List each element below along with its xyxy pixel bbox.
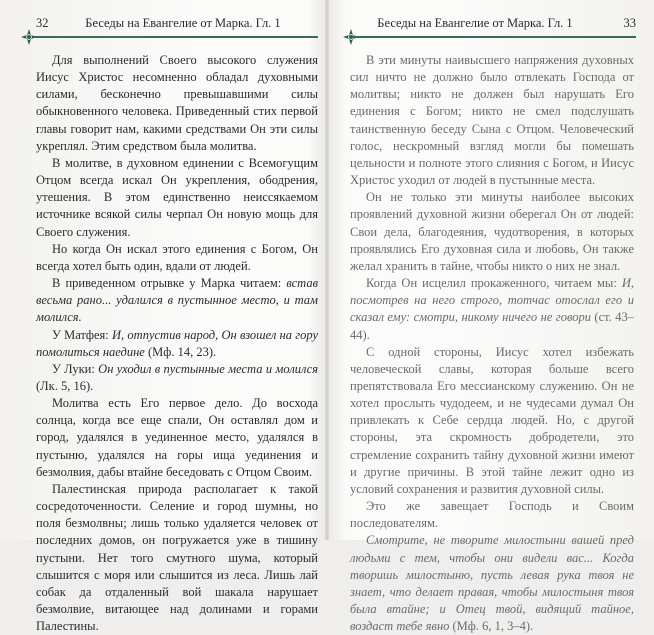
paragraph: В эти минуты наивысшего напряжения духовных сил ничто не должно было отвлекать Господа от молитвы; никто не должен был нарушать Его единения с Богом; никто не смел подслушать таинственную беседу Сына с Отцом. Человеческий голос, нескромный взгляд могли бы помешать цельности и полноте этого слияния с Богом, и Иисус Христос уходил от людей в пустынные места.: [350, 53, 634, 188]
paragraph: [36, 275, 318, 326]
scripture-reference: (Мф. 6, 1, 3–4).: [449, 619, 534, 634]
page-body: [36, 52, 318, 635]
header-rule: [352, 36, 636, 38]
paragraph-text: У Матфея:: [52, 327, 113, 342]
left-page: [18, 0, 318, 634]
page-header: [340, 10, 640, 38]
page-header: [18, 10, 318, 38]
header-rule: [34, 36, 318, 38]
scripture-quote: Смотрите, не творите милостыни вашей пред людьми с тем, чтобы они видели вас... Когда творишь милостыню, пусть левая рука твоя не знает, что делает правая, чтобы милостыня твоя была втайне; и Отец твой, видящий тайное, воздаст тебе явно: [350, 533, 634, 634]
paragraph: [36, 327, 318, 361]
paragraph: Молитва есть Его первое дело. До восхода солнца, когда все еще спали, Он оставлял дом и город, удалялся в уединенное место, удалялся в пустыню, удалялся на горы ища уединения и безмолвия, дабы втайне беседовать с Отцом Своим.: [36, 396, 318, 479]
page-body: [350, 52, 634, 635]
book-gutter: [325, 0, 329, 540]
paragraph: [36, 361, 318, 395]
paragraph: Это же завещает Господь и Своим последователям.: [350, 499, 634, 531]
paragraph: В молитве, в духовном единении с Всемогущим Отцом всегда искал Он укрепления, ободрения, утешения. В этом единственно неиссякаемом источнике всякой силы черпал Он новую мощь для Своего служения.: [36, 155, 318, 239]
right-page: [340, 0, 640, 634]
paragraph: [350, 532, 634, 635]
scripture-reference: (Лк. 5, 16).: [36, 378, 94, 393]
scripture-reference: (ст. 43–44).: [350, 310, 634, 342]
running-title: Беседы на Евангелие от Марка. Гл. 1: [85, 16, 281, 30]
scripture-quote: Он уходил в пустынные места и молился: [98, 361, 318, 376]
paragraph-text: Когда Он исцелил прокаженного, читаем мы:: [366, 276, 622, 291]
paragraph: [350, 275, 634, 344]
paragraph: Он не только эти минуты наиболее высоких проявлений духовной жизни оберегал Он от людей: Свои дела, благодеяния, чудотворения, в которых проявлялись Его духовная сила и любовь, Он также желал хранить в тайне, чтобы никто о них не знал.: [350, 190, 634, 273]
paragraph: С одной стороны, Иисус хотел избежать человеческой славы, которая больше всего препятствовала Его мессианскому служению. Он не хотел прослыть чудодеем, и не чудесами думал Он привлекать к Себе сердца людей. Но, с другой стороны, эта скромность добродетели, это стремление сохранить тайну духовной жизни имеют и другие причины. В этой тайне лежит одно из условий сохранения и развития духовной силы.: [350, 344, 634, 496]
page-number: 33: [623, 16, 636, 30]
page-number: 32: [36, 16, 49, 30]
scripture-reference: (Мф. 14, 23).: [144, 344, 217, 359]
paragraph: Но когда Он искал этого единения с Богом, Он всегда хотел быть один, вдали от людей.: [36, 241, 318, 273]
paragraph: Палестинская природа располагает к такой сосредоточенности. Селение и город шумны, но поля безмолвны; лишь только удаляется человек от последних домов, он погружается уже в тишину пустыни. Нет того смутного шума, который слышится с моря или слышится из леса. Лишь лай собак да отдаленный вой шакала нарушает безмолвие, витающее над долинами и горами Палестины.: [36, 481, 318, 634]
paragraph: Для выполнений Своего высокого служения Иисус Христос несомненно обладал духовными силами, бесконечно превышавшими силы обыкновенного человека. Приведенный стих первой главы говорит нам, какими средствами Он эти силы укреплял. Этим средством была молитва.: [36, 53, 318, 153]
scripture-quote: встав весьма рано... удалился в пустынное место, и там молился.: [36, 276, 318, 325]
running-title: Беседы на Евангелие от Марка. Гл. 1: [377, 16, 573, 30]
scripture-quote: И, отпустив народ, Он взошел на гору помолиться наедине: [36, 327, 318, 359]
paragraph-text: У Луки:: [52, 361, 99, 376]
scripture-quote: И, посмотрев на него строго, тотчас отослал его и сказал ему: смотри, никому ничего не говори: [350, 276, 634, 325]
paragraph-text: В приведенном отрывке у Марка читаем:: [52, 276, 287, 291]
